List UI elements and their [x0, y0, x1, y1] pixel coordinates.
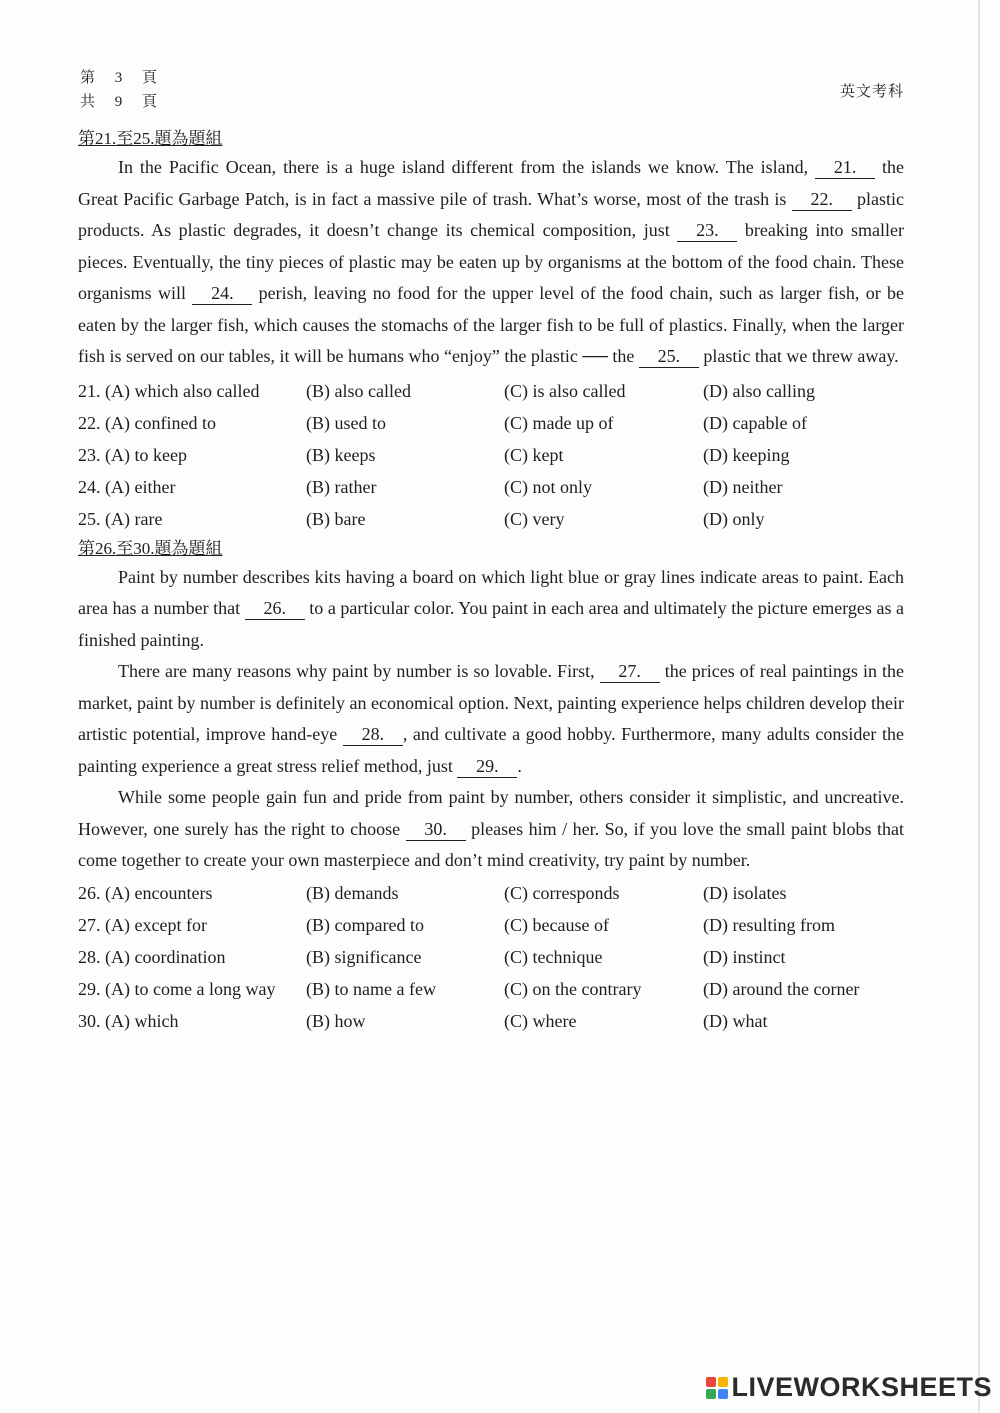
option-b[interactable]: (B) also called — [306, 380, 411, 401]
option-d[interactable]: (D) also calling — [703, 380, 815, 401]
passage-text: to a particular color. You paint in each area and ultimately the picture emerges as a finished painting. — [78, 598, 905, 650]
question-option[interactable] — [78, 1005, 306, 1037]
option-b[interactable]: (B) demands — [306, 882, 399, 903]
passage-text: . — [517, 755, 522, 776]
option-d[interactable]: (D) what — [703, 1011, 768, 1032]
passage-1 — [78, 152, 904, 373]
blank-22[interactable]: 22. — [792, 188, 852, 211]
logo-square — [706, 1389, 716, 1399]
option-c[interactable]: (C) not only — [504, 477, 592, 498]
question-number: 30. — [78, 1011, 101, 1032]
question-number: 22. — [78, 412, 101, 433]
question-21 — [78, 375, 904, 407]
question-number: 27. — [78, 914, 101, 935]
question-number: 29. — [78, 979, 101, 1000]
option-b[interactable]: (B) keeps — [306, 444, 376, 465]
option-d[interactable]: (D) around the corner — [703, 979, 860, 1000]
question-option[interactable] — [78, 471, 306, 503]
question-24 — [78, 471, 904, 503]
option-a: (A) which — [105, 1011, 179, 1032]
option-b[interactable]: (B) to name a few — [306, 979, 436, 1000]
blank-28[interactable]: 28. — [343, 723, 403, 746]
option-d[interactable]: (D) resulting from — [703, 914, 835, 935]
blank-25[interactable]: 25. — [639, 345, 699, 368]
liveworksheets-logo — [706, 1372, 992, 1403]
blank-21[interactable]: 21. — [815, 156, 875, 179]
option-c[interactable]: (C) very — [504, 509, 565, 530]
subject-label: 英文考科 — [839, 84, 904, 100]
group-title-21-25: 第21.至25.題為題組 — [78, 129, 223, 148]
blank-27[interactable]: 27. — [600, 660, 660, 683]
question-option[interactable] — [78, 877, 306, 909]
option-b[interactable]: (B) significance — [306, 946, 422, 967]
option-b[interactable]: (B) compared to — [306, 914, 424, 935]
question-list-26-30 — [78, 877, 904, 1038]
option-d[interactable]: (D) only — [703, 509, 765, 530]
blank-23[interactable]: 23. — [677, 219, 737, 242]
question-30 — [78, 1005, 904, 1037]
passage-text: perish, leaving no food for the upper level of the food chain, such as larger fish, or be eaten by the larger fish, which causes the stomachs of the larger fish to be full of plastics. Finally, when the larger fish is served on our tables, it will be humans who “enjoy” the plastic ── the — [78, 283, 905, 366]
option-a: (A) either — [105, 477, 176, 498]
page-number: 第 3 頁 — [80, 70, 166, 86]
option-c[interactable]: (C) kept — [504, 444, 564, 465]
logo-square — [718, 1389, 728, 1399]
option-d[interactable]: (D) capable of — [703, 412, 807, 433]
option-c[interactable]: (C) because of — [504, 914, 609, 935]
question-number: 28. — [78, 946, 101, 967]
passage-2-paragraph-3 — [78, 782, 904, 877]
question-25 — [78, 503, 904, 535]
option-b[interactable]: (B) used to — [306, 412, 386, 433]
option-c[interactable]: (C) technique — [504, 946, 603, 967]
option-a: (A) to come a long way — [105, 979, 276, 1000]
option-a: (A) to keep — [105, 444, 187, 465]
passage-text: plastic products. As plastic degrades, it doesn’t change its chemical composition, just — [78, 188, 905, 240]
question-option[interactable] — [78, 439, 306, 471]
passage-text: breaking into smaller pieces. Eventually, the tiny pieces of plastic may be eaten up by organisms at the bottom of the food chain. These organisms will — [78, 220, 905, 303]
blank-26[interactable]: 26. — [245, 597, 305, 620]
option-a: (A) rare — [105, 509, 163, 530]
passage-text: , and cultivate a good hobby. Furthermore, many adults consider the painting experience a great stress relief method, just — [78, 724, 904, 776]
option-d[interactable]: (D) instinct — [703, 946, 786, 967]
question-26 — [78, 877, 904, 909]
question-number: 25. — [78, 509, 101, 530]
option-c[interactable]: (C) where — [504, 1011, 577, 1032]
question-28 — [78, 941, 904, 973]
question-number: 26. — [78, 882, 101, 903]
option-a: (A) which also called — [105, 380, 260, 401]
question-option[interactable] — [78, 941, 306, 973]
option-a: (A) confined to — [105, 412, 216, 433]
passage-text: While some people gain fun and pride from paint by number, others consider it simplistic, and uncreative. However, one surely has the right to choose — [78, 787, 904, 839]
question-number: 24. — [78, 477, 101, 498]
logo-square — [718, 1377, 728, 1387]
passage-text: In the Pacific Ocean, there is a huge island different from the islands we know. The island, — [118, 157, 809, 177]
question-23 — [78, 439, 904, 471]
question-29 — [78, 973, 904, 1005]
total-pages: 共 9 頁 — [80, 94, 166, 110]
liveworksheets-icon — [706, 1377, 728, 1399]
option-d[interactable]: (D) keeping — [703, 444, 790, 465]
passage-2-paragraph-1 — [78, 562, 904, 657]
question-option[interactable] — [78, 375, 306, 407]
question-number: 23. — [78, 444, 101, 465]
question-option[interactable] — [78, 973, 306, 1005]
scan-edge — [978, 0, 980, 1413]
option-c[interactable]: (C) is also called — [504, 380, 626, 401]
question-22 — [78, 407, 904, 439]
exam-content — [78, 126, 904, 1038]
option-d[interactable]: (D) neither — [703, 477, 783, 498]
passage-text: the Great Pacific Garbage Patch, is in fact a massive pile of trash. What’s worse, most of the trash is — [78, 157, 904, 209]
option-a: (A) except for — [105, 914, 207, 935]
option-c[interactable]: (C) corresponds — [504, 882, 620, 903]
option-b[interactable]: (B) how — [306, 1011, 366, 1032]
question-number: 21. — [78, 380, 101, 401]
passage-text: Paint by number describes kits having a board on which light blue or gray lines indicate areas to paint. Each area has a number that — [78, 566, 904, 619]
option-a: (A) coordination — [105, 946, 226, 967]
option-c[interactable]: (C) on the contrary — [504, 979, 642, 1000]
option-d[interactable]: (D) isolates — [703, 882, 787, 903]
option-c[interactable]: (C) made up of — [504, 412, 614, 433]
question-option[interactable] — [78, 909, 306, 941]
passage-text: There are many reasons why paint by number is so lovable. First, — [118, 661, 595, 682]
logo-square — [706, 1377, 716, 1387]
blank-30[interactable]: 30. — [406, 818, 466, 841]
blank-29[interactable]: 29. — [457, 755, 517, 778]
passage-text: the prices of real paintings in the market, paint by number is definitely an economical option. Next, painting experience helps children develop their artistic potential, improve hand-eye — [78, 661, 904, 745]
page-info — [80, 66, 165, 114]
question-option[interactable] — [78, 407, 306, 439]
option-b[interactable]: (B) bare — [306, 509, 366, 530]
question-option[interactable] — [78, 503, 306, 535]
logo-text: LIVEWORKSHEETS — [731, 1372, 992, 1402]
blank-24[interactable]: 24. — [192, 282, 252, 305]
question-27 — [78, 909, 904, 941]
question-list-21-25 — [78, 375, 904, 536]
passage-2-paragraph-2 — [78, 656, 904, 782]
option-a: (A) encounters — [105, 882, 213, 903]
option-b[interactable]: (B) rather — [306, 477, 377, 498]
passage-text: plastic that we threw away. — [703, 346, 899, 366]
passage-text: pleases him / her. So, if you love the small paint blobs that come together to create your own masterpiece and don’t mind creativity, try paint by number. — [78, 818, 905, 871]
group-title-26-30: 第26.至30.題為題組 — [78, 538, 223, 558]
